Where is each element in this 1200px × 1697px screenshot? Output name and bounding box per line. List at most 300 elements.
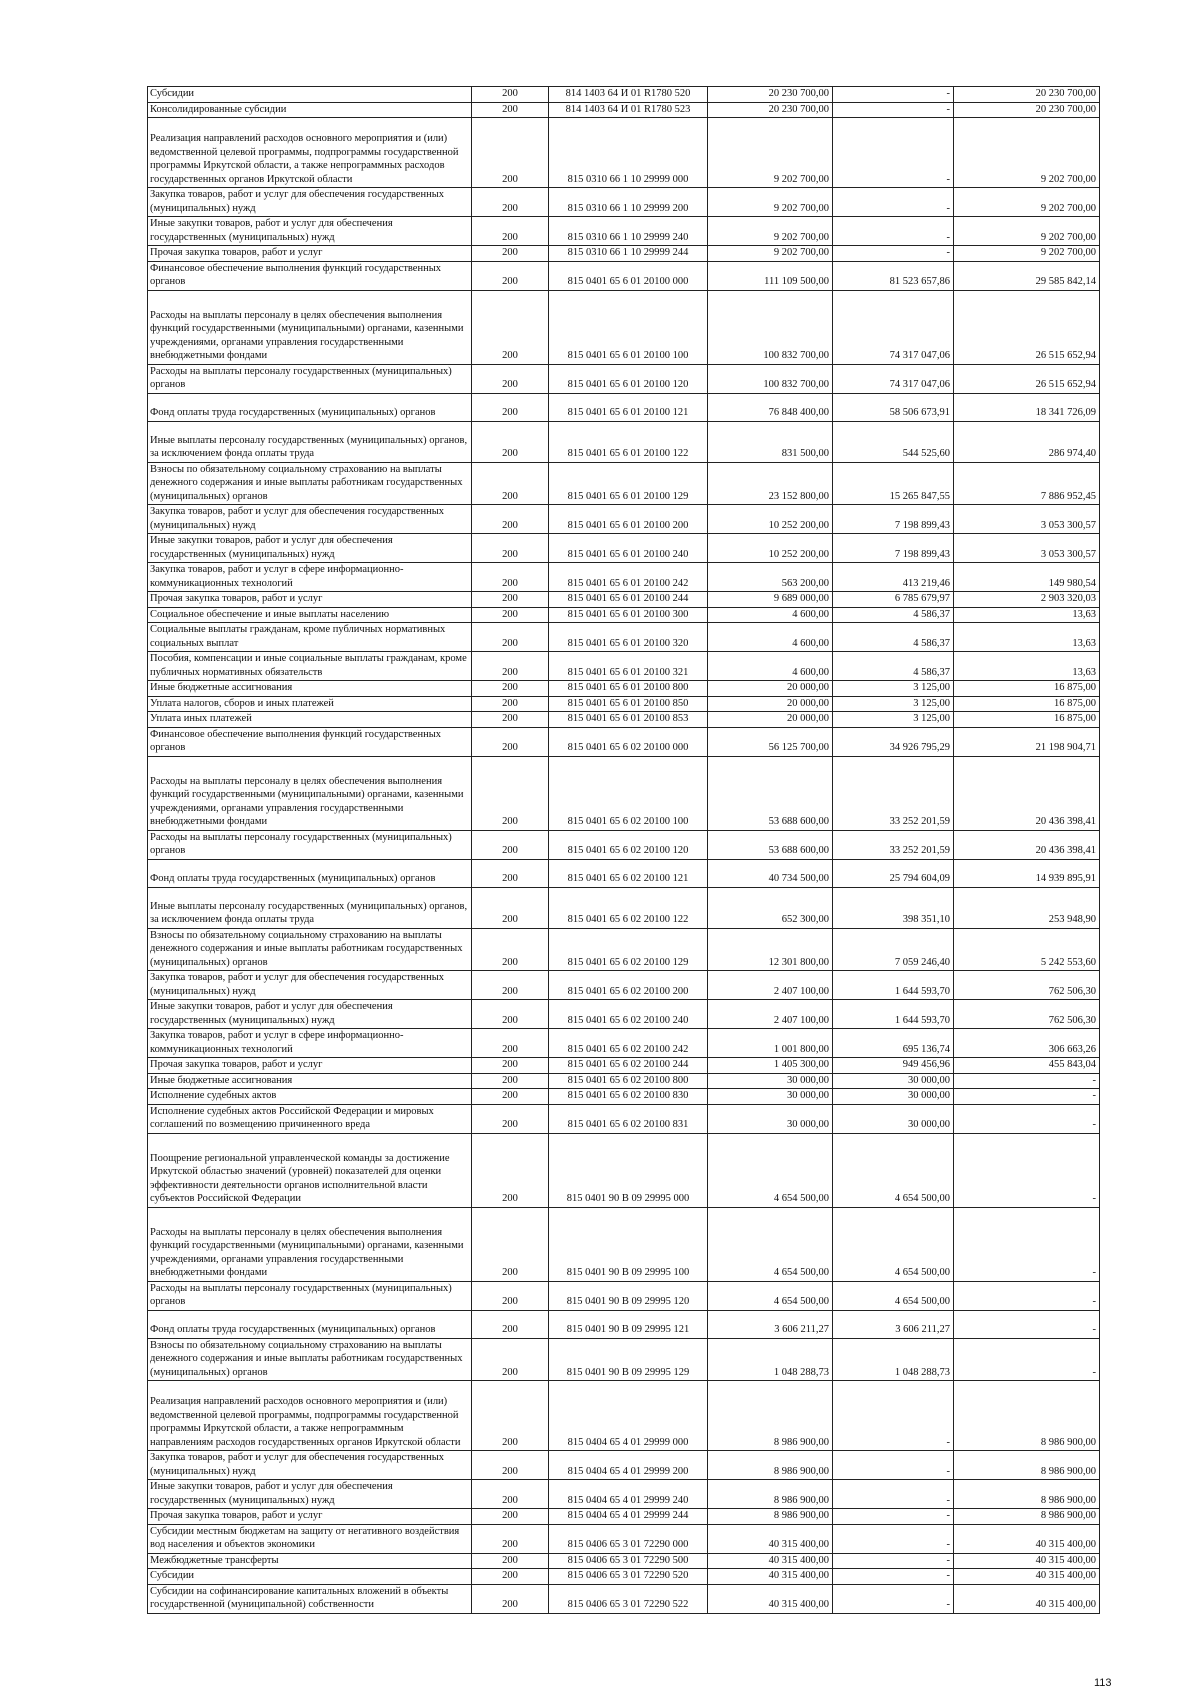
row-approved-amount: 20 230 700,00 — [708, 87, 833, 103]
row-executed-amount: - — [833, 1584, 954, 1613]
row-name: Расходы на выплаты персоналу государственных (муниципальных) органов — [148, 364, 472, 393]
row-budget-code: 815 0401 90 В 09 29995 000 — [549, 1133, 708, 1207]
row-executed-amount: 3 125,00 — [833, 681, 954, 697]
row-executed-amount: - — [833, 246, 954, 262]
row-remaining-amount: 8 986 900,00 — [954, 1509, 1100, 1525]
row-code: 200 — [472, 87, 549, 103]
row-code: 200 — [472, 681, 549, 697]
row-name: Иные закупки товаров, работ и услуг для обеспечения государственных (муниципальных) нужд — [148, 534, 472, 563]
row-executed-amount: 3 125,00 — [833, 712, 954, 728]
row-approved-amount: 30 000,00 — [708, 1089, 833, 1105]
row-approved-amount: 4 654 500,00 — [708, 1133, 833, 1207]
table-row — [148, 607, 1100, 623]
row-approved-amount: 8 986 900,00 — [708, 1509, 833, 1525]
table-row — [148, 859, 1100, 887]
row-executed-amount: 1 644 593,70 — [833, 971, 954, 1000]
row-code: 200 — [472, 1584, 549, 1613]
row-name: Субсидии — [148, 1569, 472, 1585]
row-name: Социальное обеспечение и иные выплаты населению — [148, 607, 472, 623]
row-executed-amount: - — [833, 102, 954, 118]
row-code: 200 — [472, 971, 549, 1000]
row-remaining-amount: 14 939 895,91 — [954, 859, 1100, 887]
table-row — [148, 87, 1100, 103]
row-code: 200 — [472, 1104, 549, 1133]
row-approved-amount: 40 734 500,00 — [708, 859, 833, 887]
table-row — [148, 1553, 1100, 1569]
row-code: 200 — [472, 859, 549, 887]
row-remaining-amount: - — [954, 1281, 1100, 1310]
row-remaining-amount: - — [954, 1073, 1100, 1089]
row-approved-amount: 4 600,00 — [708, 607, 833, 623]
row-remaining-amount: 40 315 400,00 — [954, 1584, 1100, 1613]
row-code: 200 — [472, 727, 549, 756]
row-name: Фонд оплаты труда государственных (муниципальных) органов — [148, 859, 472, 887]
row-budget-code: 815 0401 65 6 02 20100 240 — [549, 1000, 708, 1029]
row-executed-amount: 7 198 899,43 — [833, 534, 954, 563]
table-row — [148, 696, 1100, 712]
row-approved-amount: 652 300,00 — [708, 887, 833, 928]
row-name: Взносы по обязательному социальному страхованию на выплаты денежного содержания и иные выплаты работникам государственных (муниципальных) органов — [148, 1338, 472, 1381]
row-code: 200 — [472, 1524, 549, 1553]
row-approved-amount: 9 202 700,00 — [708, 188, 833, 217]
row-name: Иные закупки товаров, работ и услуг для обеспечения государственных (муниципальных) нужд — [148, 217, 472, 246]
row-approved-amount: 4 600,00 — [708, 623, 833, 652]
row-name: Исполнение судебных актов — [148, 1089, 472, 1105]
row-remaining-amount: 9 202 700,00 — [954, 118, 1100, 188]
table-row — [148, 217, 1100, 246]
row-name: Расходы на выплаты персоналу государственных (муниципальных) органов — [148, 830, 472, 859]
row-code: 200 — [472, 563, 549, 592]
row-budget-code: 815 0401 65 6 01 20100 244 — [549, 592, 708, 608]
row-remaining-amount: 762 506,30 — [954, 971, 1100, 1000]
table-row — [148, 756, 1100, 830]
row-executed-amount: 398 351,10 — [833, 887, 954, 928]
row-remaining-amount: 253 948,90 — [954, 887, 1100, 928]
row-remaining-amount: 8 986 900,00 — [954, 1381, 1100, 1451]
row-name: Прочая закупка товаров, работ и услуг — [148, 246, 472, 262]
row-approved-amount: 8 986 900,00 — [708, 1480, 833, 1509]
table-row — [148, 681, 1100, 697]
row-executed-amount: - — [833, 1480, 954, 1509]
row-name: Уплата налогов, сборов и иных платежей — [148, 696, 472, 712]
row-executed-amount: 4 654 500,00 — [833, 1133, 954, 1207]
row-remaining-amount: 21 198 904,71 — [954, 727, 1100, 756]
row-budget-code: 815 0401 90 В 09 29995 120 — [549, 1281, 708, 1310]
row-code: 200 — [472, 462, 549, 505]
row-name: Межбюджетные трансферты — [148, 1553, 472, 1569]
row-name: Расходы на выплаты персоналу государственных (муниципальных) органов — [148, 1281, 472, 1310]
row-code: 200 — [472, 505, 549, 534]
row-executed-amount: - — [833, 118, 954, 188]
row-budget-code: 815 0401 65 6 01 20100 240 — [549, 534, 708, 563]
row-code: 200 — [472, 188, 549, 217]
row-approved-amount: 100 832 700,00 — [708, 290, 833, 364]
row-remaining-amount: 762 506,30 — [954, 1000, 1100, 1029]
row-code: 200 — [472, 928, 549, 971]
row-budget-code: 815 0401 65 6 01 20100 100 — [549, 290, 708, 364]
row-approved-amount: 20 000,00 — [708, 681, 833, 697]
row-code: 200 — [472, 102, 549, 118]
row-budget-code: 814 1403 64 И 01 R1780 523 — [549, 102, 708, 118]
row-budget-code: 815 0401 65 6 01 20100 000 — [549, 261, 708, 290]
table-row — [148, 1480, 1100, 1509]
row-name: Прочая закупка товаров, работ и услуг — [148, 592, 472, 608]
row-remaining-amount: 286 974,40 — [954, 421, 1100, 462]
row-name: Социальные выплаты гражданам, кроме публичных нормативных социальных выплат — [148, 623, 472, 652]
table-row — [148, 1104, 1100, 1133]
row-executed-amount: - — [833, 188, 954, 217]
row-executed-amount: 30 000,00 — [833, 1073, 954, 1089]
row-budget-code: 815 0401 65 6 01 20100 242 — [549, 563, 708, 592]
row-executed-amount: 74 317 047,06 — [833, 364, 954, 393]
row-executed-amount: 4 586,37 — [833, 623, 954, 652]
row-remaining-amount: - — [954, 1338, 1100, 1381]
row-remaining-amount: 20 436 398,41 — [954, 756, 1100, 830]
row-name: Иные бюджетные ассигнования — [148, 1073, 472, 1089]
row-approved-amount: 30 000,00 — [708, 1104, 833, 1133]
row-code: 200 — [472, 1509, 549, 1525]
row-remaining-amount: 40 315 400,00 — [954, 1569, 1100, 1585]
row-budget-code: 815 0310 66 1 10 29999 000 — [549, 118, 708, 188]
row-remaining-amount: - — [954, 1133, 1100, 1207]
row-remaining-amount: 9 202 700,00 — [954, 246, 1100, 262]
row-budget-code: 815 0401 90 В 09 29995 129 — [549, 1338, 708, 1381]
row-budget-code: 815 0401 65 6 02 20100 129 — [549, 928, 708, 971]
row-approved-amount: 53 688 600,00 — [708, 830, 833, 859]
row-approved-amount: 9 202 700,00 — [708, 246, 833, 262]
row-code: 200 — [472, 1000, 549, 1029]
row-executed-amount: 413 219,46 — [833, 563, 954, 592]
row-name: Закупка товаров, работ и услуг для обеспечения государственных (муниципальных) нужд — [148, 971, 472, 1000]
row-executed-amount: 33 252 201,59 — [833, 756, 954, 830]
row-approved-amount: 4 600,00 — [708, 652, 833, 681]
row-budget-code: 815 0310 66 1 10 29999 244 — [549, 246, 708, 262]
table-row — [148, 592, 1100, 608]
row-code: 200 — [472, 364, 549, 393]
row-budget-code: 815 0401 90 В 09 29995 121 — [549, 1310, 708, 1338]
table-row — [148, 1584, 1100, 1613]
row-executed-amount: 3 125,00 — [833, 696, 954, 712]
table-row — [148, 1451, 1100, 1480]
row-remaining-amount: 16 875,00 — [954, 696, 1100, 712]
row-executed-amount: 4 586,37 — [833, 607, 954, 623]
table-row — [148, 887, 1100, 928]
row-approved-amount: 100 832 700,00 — [708, 364, 833, 393]
table-row — [148, 102, 1100, 118]
row-executed-amount: - — [833, 1553, 954, 1569]
row-remaining-amount: 13,63 — [954, 623, 1100, 652]
row-budget-code: 814 1403 64 И 01 R1780 520 — [549, 87, 708, 103]
row-approved-amount: 76 848 400,00 — [708, 393, 833, 421]
row-name: Субсидии местным бюджетам на защиту от негативного воздействия вод населения и объектов экономики — [148, 1524, 472, 1553]
row-remaining-amount: - — [954, 1310, 1100, 1338]
row-budget-code: 815 0404 65 4 01 29999 240 — [549, 1480, 708, 1509]
row-approved-amount: 2 407 100,00 — [708, 1000, 833, 1029]
row-remaining-amount: 455 843,04 — [954, 1058, 1100, 1074]
row-name: Прочая закупка товаров, работ и услуг — [148, 1058, 472, 1074]
row-budget-code: 815 0401 65 6 01 20100 853 — [549, 712, 708, 728]
row-code: 200 — [472, 1058, 549, 1074]
table-row — [148, 1569, 1100, 1585]
row-code: 200 — [472, 290, 549, 364]
row-executed-amount: 15 265 847,55 — [833, 462, 954, 505]
row-remaining-amount: 20 230 700,00 — [954, 87, 1100, 103]
row-name: Пособия, компенсации и иные социальные выплаты гражданам, кроме публичных нормативных обязательств — [148, 652, 472, 681]
row-remaining-amount: - — [954, 1207, 1100, 1281]
row-name: Расходы на выплаты персоналу в целях обеспечения выполнения функций государственными (муниципальными) органами, казенными учреждениями, органами управления государственными внебюджетными фондами — [148, 1207, 472, 1281]
row-code: 200 — [472, 118, 549, 188]
row-budget-code: 815 0406 65 3 01 72290 520 — [549, 1569, 708, 1585]
table-row — [148, 246, 1100, 262]
row-approved-amount: 3 606 211,27 — [708, 1310, 833, 1338]
row-executed-amount: 33 252 201,59 — [833, 830, 954, 859]
row-name: Закупка товаров, работ и услуг в сфере информационно-коммуникационных технологий — [148, 1029, 472, 1058]
row-remaining-amount: 7 886 952,45 — [954, 462, 1100, 505]
row-budget-code: 815 0401 65 6 01 20100 120 — [549, 364, 708, 393]
page-number: 113 — [1094, 1677, 1112, 1689]
row-name: Расходы на выплаты персоналу в целях обеспечения выполнения функций государственными (муниципальными) органами, казенными учреждениями, органами управления государственными внебюджетными фондами — [148, 290, 472, 364]
row-code: 200 — [472, 421, 549, 462]
row-executed-amount: 7 059 246,40 — [833, 928, 954, 971]
table-row — [148, 712, 1100, 728]
row-code: 200 — [472, 261, 549, 290]
row-name: Закупка товаров, работ и услуг в сфере информационно-коммуникационных технологий — [148, 563, 472, 592]
row-approved-amount: 9 202 700,00 — [708, 118, 833, 188]
row-code: 200 — [472, 712, 549, 728]
row-code: 200 — [472, 246, 549, 262]
row-budget-code: 815 0401 65 6 01 20100 122 — [549, 421, 708, 462]
table-row — [148, 1207, 1100, 1281]
row-executed-amount: 58 506 673,91 — [833, 393, 954, 421]
row-name: Иные бюджетные ассигнования — [148, 681, 472, 697]
row-budget-code: 815 0406 65 3 01 72290 000 — [549, 1524, 708, 1553]
row-budget-code: 815 0401 65 6 02 20100 121 — [549, 859, 708, 887]
row-budget-code: 815 0404 65 4 01 29999 000 — [549, 1381, 708, 1451]
row-executed-amount: 25 794 604,09 — [833, 859, 954, 887]
row-name: Субсидии на софинансирование капитальных вложений в объекты государственной (муниципальной) собственности — [148, 1584, 472, 1613]
row-approved-amount: 1 001 800,00 — [708, 1029, 833, 1058]
row-executed-amount: 81 523 657,86 — [833, 261, 954, 290]
row-budget-code: 815 0401 65 6 01 20100 129 — [549, 462, 708, 505]
table-row — [148, 1281, 1100, 1310]
row-remaining-amount: 20 436 398,41 — [954, 830, 1100, 859]
row-approved-amount: 40 315 400,00 — [708, 1524, 833, 1553]
table-row — [148, 534, 1100, 563]
row-remaining-amount: 40 315 400,00 — [954, 1553, 1100, 1569]
row-budget-code: 815 0401 65 6 02 20100 800 — [549, 1073, 708, 1089]
row-budget-code: 815 0406 65 3 01 72290 500 — [549, 1553, 708, 1569]
table-row — [148, 1073, 1100, 1089]
row-approved-amount: 40 315 400,00 — [708, 1553, 833, 1569]
row-remaining-amount: 26 515 652,94 — [954, 364, 1100, 393]
row-executed-amount: - — [833, 87, 954, 103]
row-approved-amount: 20 000,00 — [708, 696, 833, 712]
row-code: 200 — [472, 1133, 549, 1207]
row-approved-amount: 563 200,00 — [708, 563, 833, 592]
row-name: Фонд оплаты труда государственных (муниципальных) органов — [148, 393, 472, 421]
row-budget-code: 815 0401 65 6 01 20100 320 — [549, 623, 708, 652]
row-approved-amount: 40 315 400,00 — [708, 1584, 833, 1613]
row-executed-amount: - — [833, 1451, 954, 1480]
row-code: 200 — [472, 1310, 549, 1338]
row-budget-code: 815 0401 65 6 02 20100 830 — [549, 1089, 708, 1105]
table-row — [148, 623, 1100, 652]
row-code: 200 — [472, 607, 549, 623]
row-code: 200 — [472, 1338, 549, 1381]
row-executed-amount: - — [833, 1569, 954, 1585]
row-executed-amount: 30 000,00 — [833, 1104, 954, 1133]
row-name: Уплата иных платежей — [148, 712, 472, 728]
row-code: 200 — [472, 1089, 549, 1105]
row-budget-code: 815 0401 65 6 02 20100 831 — [549, 1104, 708, 1133]
table-row — [148, 462, 1100, 505]
row-approved-amount: 2 407 100,00 — [708, 971, 833, 1000]
row-code: 200 — [472, 393, 549, 421]
row-name: Исполнение судебных актов Российской Федерации и мировых соглашений по возмещению причиненного вреда — [148, 1104, 472, 1133]
row-budget-code: 815 0404 65 4 01 29999 200 — [549, 1451, 708, 1480]
row-code: 200 — [472, 1480, 549, 1509]
table-row — [148, 290, 1100, 364]
row-executed-amount: 1 644 593,70 — [833, 1000, 954, 1029]
table-row — [148, 1089, 1100, 1105]
row-name: Взносы по обязательному социальному страхованию на выплаты денежного содержания и иные выплаты работникам государственных (муниципальных) органов — [148, 462, 472, 505]
row-executed-amount: - — [833, 1524, 954, 1553]
row-code: 200 — [472, 534, 549, 563]
row-executed-amount: 4 586,37 — [833, 652, 954, 681]
row-approved-amount: 1 405 300,00 — [708, 1058, 833, 1074]
row-budget-code: 815 0401 65 6 02 20100 200 — [549, 971, 708, 1000]
row-name: Закупка товаров, работ и услуг для обеспечения государственных (муниципальных) нужд — [148, 1451, 472, 1480]
row-approved-amount: 4 654 500,00 — [708, 1281, 833, 1310]
row-approved-amount: 30 000,00 — [708, 1073, 833, 1089]
row-remaining-amount: 149 980,54 — [954, 563, 1100, 592]
row-remaining-amount: 20 230 700,00 — [954, 102, 1100, 118]
row-name: Прочая закупка товаров, работ и услуг — [148, 1509, 472, 1525]
row-executed-amount: 30 000,00 — [833, 1089, 954, 1105]
row-approved-amount: 111 109 500,00 — [708, 261, 833, 290]
table-row — [148, 1133, 1100, 1207]
row-budget-code: 815 0401 65 6 01 20100 321 — [549, 652, 708, 681]
row-name: Закупка товаров, работ и услуг для обеспечения государственных (муниципальных) нужд — [148, 505, 472, 534]
row-budget-code: 815 0401 65 6 02 20100 100 — [549, 756, 708, 830]
row-executed-amount: 34 926 795,29 — [833, 727, 954, 756]
row-remaining-amount: 40 315 400,00 — [954, 1524, 1100, 1553]
row-code: 200 — [472, 1569, 549, 1585]
row-name: Поощрение региональной управленческой команды за достижение Иркутской областью значений (уровней) показателей для оценки эффективности деятельности органов исполнительной власти субъектов Российской Федерации — [148, 1133, 472, 1207]
table-row — [148, 1524, 1100, 1553]
row-remaining-amount: 306 663,26 — [954, 1029, 1100, 1058]
row-approved-amount: 10 252 200,00 — [708, 505, 833, 534]
row-budget-code: 815 0401 65 6 01 20100 200 — [549, 505, 708, 534]
table-row — [148, 928, 1100, 971]
row-approved-amount: 23 152 800,00 — [708, 462, 833, 505]
table-row — [148, 1338, 1100, 1381]
row-name: Финансовое обеспечение выполнения функций государственных органов — [148, 727, 472, 756]
row-approved-amount: 9 689 000,00 — [708, 592, 833, 608]
row-approved-amount: 8 986 900,00 — [708, 1381, 833, 1451]
row-remaining-amount: - — [954, 1104, 1100, 1133]
row-budget-code: 815 0401 65 6 01 20100 300 — [549, 607, 708, 623]
table-row — [148, 563, 1100, 592]
row-code: 200 — [472, 696, 549, 712]
row-approved-amount: 10 252 200,00 — [708, 534, 833, 563]
row-remaining-amount: 2 903 320,03 — [954, 592, 1100, 608]
row-remaining-amount: 9 202 700,00 — [954, 217, 1100, 246]
row-remaining-amount: 8 986 900,00 — [954, 1451, 1100, 1480]
row-name: Расходы на выплаты персоналу в целях обеспечения выполнения функций государственными (муниципальными) органами, казенными учреждениями, органами управления государственными внебюджетными фондами — [148, 756, 472, 830]
row-budget-code: 815 0401 65 6 02 20100 242 — [549, 1029, 708, 1058]
row-name: Фонд оплаты труда государственных (муниципальных) органов — [148, 1310, 472, 1338]
table-row — [148, 1509, 1100, 1525]
row-code: 200 — [472, 1451, 549, 1480]
row-budget-code: 815 0401 65 6 01 20100 800 — [549, 681, 708, 697]
row-name: Иные закупки товаров, работ и услуг для обеспечения государственных (муниципальных) нужд — [148, 1000, 472, 1029]
table-row — [148, 1310, 1100, 1338]
row-name: Реализация направлений расходов основного мероприятия и (или) ведомственной целевой программы, подпрограммы государственной программы Иркутской области, а также непрограммным направлениям расходов государственных органов Иркутской области — [148, 1381, 472, 1451]
table-row — [148, 364, 1100, 393]
row-code: 200 — [472, 1381, 549, 1451]
table-row — [148, 830, 1100, 859]
row-code: 200 — [472, 830, 549, 859]
row-code: 200 — [472, 623, 549, 652]
row-executed-amount: 949 456,96 — [833, 1058, 954, 1074]
table-row — [148, 1000, 1100, 1029]
row-remaining-amount: 26 515 652,94 — [954, 290, 1100, 364]
row-budget-code: 815 0406 65 3 01 72290 522 — [549, 1584, 708, 1613]
row-budget-code: 815 0404 65 4 01 29999 244 — [549, 1509, 708, 1525]
row-approved-amount: 20 230 700,00 — [708, 102, 833, 118]
row-remaining-amount: 16 875,00 — [954, 712, 1100, 728]
row-approved-amount: 20 000,00 — [708, 712, 833, 728]
row-remaining-amount: 3 053 300,57 — [954, 534, 1100, 563]
budget-execution-table — [147, 86, 1100, 1614]
row-budget-code: 815 0310 66 1 10 29999 240 — [549, 217, 708, 246]
table-row — [148, 421, 1100, 462]
row-code: 200 — [472, 756, 549, 830]
row-name: Финансовое обеспечение выполнения функций государственных органов — [148, 261, 472, 290]
row-remaining-amount: 16 875,00 — [954, 681, 1100, 697]
row-budget-code: 815 0401 65 6 02 20100 244 — [549, 1058, 708, 1074]
table-row — [148, 1058, 1100, 1074]
row-budget-code: 815 0401 65 6 01 20100 850 — [549, 696, 708, 712]
row-remaining-amount: 13,63 — [954, 607, 1100, 623]
row-executed-amount: 4 654 500,00 — [833, 1207, 954, 1281]
row-approved-amount: 4 654 500,00 — [708, 1207, 833, 1281]
row-approved-amount: 8 986 900,00 — [708, 1451, 833, 1480]
row-executed-amount: 1 048 288,73 — [833, 1338, 954, 1381]
row-approved-amount: 831 500,00 — [708, 421, 833, 462]
row-budget-code: 815 0401 90 В 09 29995 100 — [549, 1207, 708, 1281]
row-executed-amount: 7 198 899,43 — [833, 505, 954, 534]
row-approved-amount: 40 315 400,00 — [708, 1569, 833, 1585]
row-approved-amount: 53 688 600,00 — [708, 756, 833, 830]
row-code: 200 — [472, 217, 549, 246]
table-row — [148, 393, 1100, 421]
row-code: 200 — [472, 592, 549, 608]
table-row — [148, 1029, 1100, 1058]
row-code: 200 — [472, 652, 549, 681]
row-code: 200 — [472, 1553, 549, 1569]
row-name: Субсидии — [148, 87, 472, 103]
row-approved-amount: 1 048 288,73 — [708, 1338, 833, 1381]
row-executed-amount: 3 606 211,27 — [833, 1310, 954, 1338]
row-executed-amount: 4 654 500,00 — [833, 1281, 954, 1310]
row-executed-amount: - — [833, 1509, 954, 1525]
row-remaining-amount: 29 585 842,14 — [954, 261, 1100, 290]
row-budget-code: 815 0401 65 6 02 20100 000 — [549, 727, 708, 756]
row-name: Консолидированные субсидии — [148, 102, 472, 118]
table-row — [148, 261, 1100, 290]
